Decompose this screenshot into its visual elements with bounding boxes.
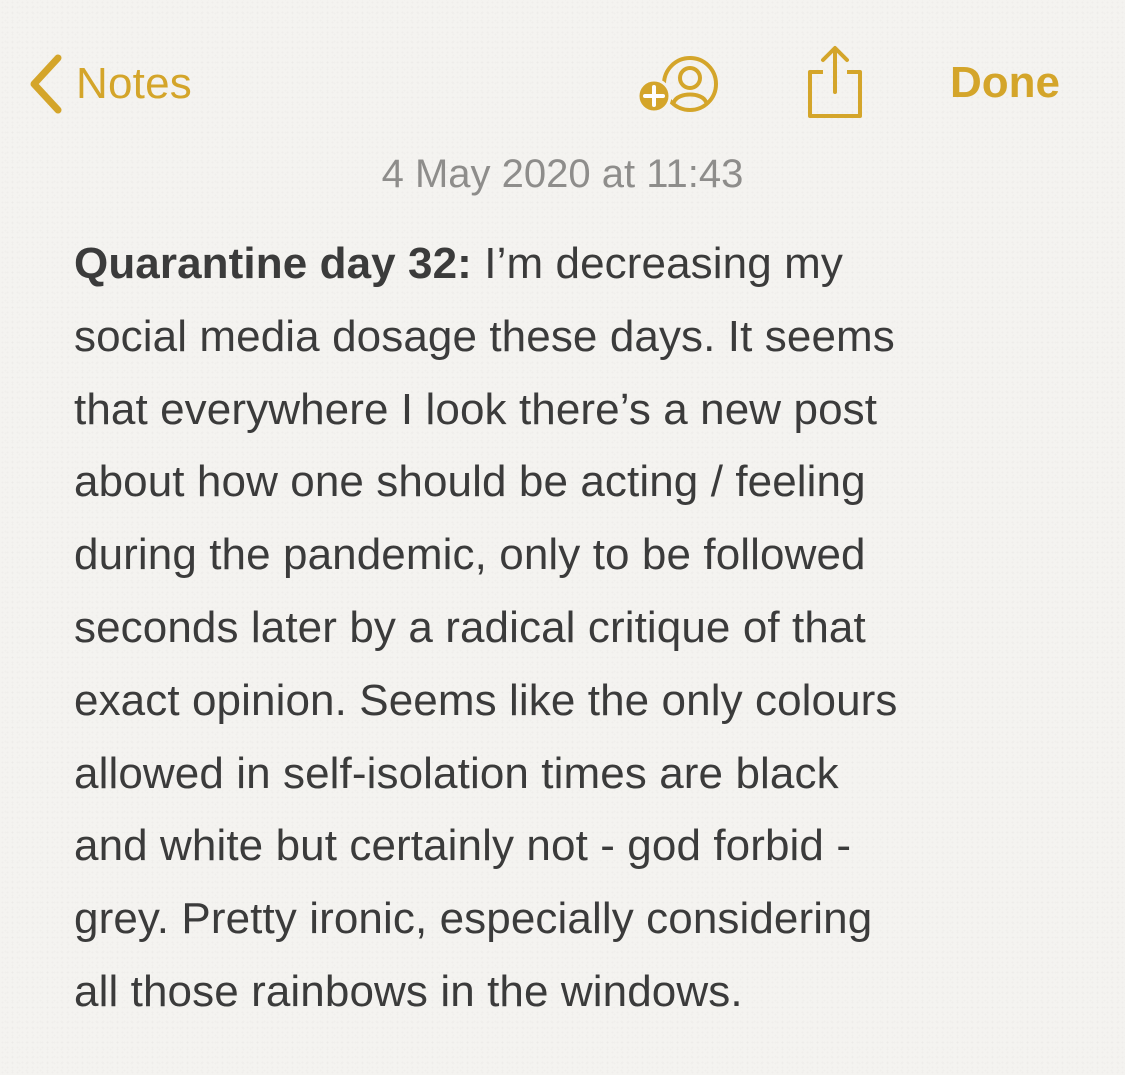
note-date: 4 May 2020 at 11:43 — [381, 152, 744, 196]
note-line — [74, 228, 1074, 301]
note-line: during the pandemic, only to be followed — [74, 530, 866, 580]
back-button-label: Notes — [76, 59, 192, 108]
note-line: allowed in self-isolation times are black — [74, 748, 839, 798]
note-line: grey. Pretty ironic, especially considering — [74, 894, 873, 944]
add-person-icon — [636, 56, 722, 116]
done-button[interactable]: Done — [950, 58, 1060, 107]
note-line: exact opinion. Seems like the only colours — [74, 675, 898, 725]
note-line: social media dosage these days. It seems — [74, 311, 895, 361]
note-line: and white but certainly not - god forbid - — [74, 821, 852, 871]
chevron-left-icon — [26, 52, 66, 116]
note-line: all those rainbows in the windows. — [74, 966, 743, 1016]
note-line: seconds later by a radical critique of that — [74, 602, 866, 652]
note-line: about how one should be acting / feeling — [74, 457, 866, 507]
note-line-text: I’m decreasing my — [471, 239, 843, 288]
back-button[interactable] — [26, 52, 192, 116]
note-line: that everywhere I look there’s a new post — [74, 384, 878, 434]
add-person-button[interactable] — [636, 56, 722, 116]
share-button[interactable] — [802, 44, 868, 120]
note-body[interactable] — [74, 228, 1074, 1029]
navigation-bar — [0, 0, 1125, 160]
note-title: Quarantine day 32: — [74, 239, 472, 288]
share-icon — [802, 44, 868, 120]
